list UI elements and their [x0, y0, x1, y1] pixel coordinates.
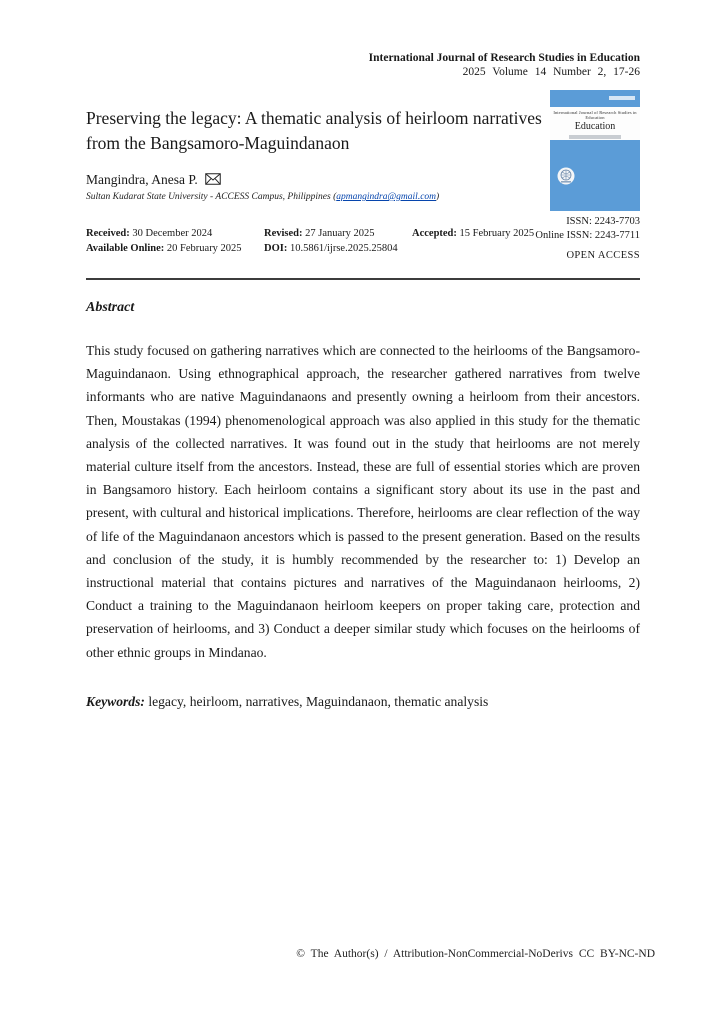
meta-received: Received: 30 December 2024 [86, 228, 213, 239]
cover-main-band [550, 140, 640, 211]
open-access-label: OPEN ACCESS [566, 250, 640, 261]
meta-column-1 [86, 227, 242, 256]
meta-revised: Revised: 27 January 2025 [264, 228, 375, 239]
cover-journal-name: International Journal of Research Studies in Education [553, 110, 637, 120]
cover-top-band [550, 90, 640, 107]
journal-cover-thumbnail [550, 90, 640, 211]
meta-column-2 [264, 227, 398, 256]
license-footer: © The Author(s) / Attribution-NonCommercial-NoDerivs CC BY-NC-ND [296, 948, 655, 960]
header-divider-rule [86, 278, 640, 280]
abstract-body: This study focused on gathering narratives which are connected to the heirlooms of the Bangsamoro-Maguindanaon. Using ethnographical approach, the researcher gathered narratives from twelve informants who are native Maguindanaons and presently owning a heirloom from their ancestors. Then, Moustakas (1994) phenomenological approach was also applied in this study for the thematic analysis of the collected narratives. It was found out in the study that heirlooms are not merely material culture itself from the ancestors. Instead, these are full of essential stories which are proven in Bangsamoro history. Each heirloom contains a significant story about its use in the past and present, with cultural and historical implications. Therefore, heirlooms are clear reflection of the way of life of the Maguindanaon ancestors which is passed to the present generation. Based on the results and conclusion of the study, it is humbly recommended by the researcher to: 1) Develop an instructional material that contains pictures and narratives of the Maguindanaon heirlooms, 2) Conduct a training to the Maguindanaon heirloom keepers on proper taking care, protection and preservation of heirlooms, and 3) Conduct a deeper similar study which focuses on the heirlooms of other ethnic groups in Mindanao. [86, 343, 640, 660]
cover-issue-text [609, 96, 635, 100]
keywords-text: legacy, heirloom, narratives, Maguindanaon, thematic analysis [148, 694, 489, 709]
keywords-line [86, 694, 640, 710]
meta-accepted: Accepted: 15 February 2025 [412, 228, 535, 239]
issn-print: ISSN: 2243-7703 [566, 216, 640, 227]
article-title: Preserving the legacy: A thematic analysis of heirloom narratives from the Bangsamoro-Maguindanaon [86, 108, 542, 153]
meta-doi: DOI: 10.5861/ijrse.2025.25804 [264, 242, 398, 254]
author-affiliation [86, 192, 439, 202]
cover-education-word: Education [574, 121, 616, 132]
cover-title-strip [550, 107, 640, 140]
abstract-heading: Abstract [86, 300, 135, 315]
journal-logo-icon [557, 167, 575, 185]
issn-online: Online ISSN: 2243-7711 [535, 230, 640, 241]
keywords-label: Keywords: [86, 694, 145, 709]
cover-subtitle-line [569, 135, 621, 139]
meta-column-3 [412, 227, 534, 242]
journal-header [369, 51, 640, 79]
meta-available-online: Available Online: 20 February 2025 [86, 242, 242, 254]
issn-block [535, 215, 640, 243]
author-name: Mangindra, Anesa P. [86, 172, 198, 187]
envelope-icon [205, 173, 221, 189]
affiliation-close-paren: ) [436, 192, 440, 202]
author-line [86, 172, 221, 189]
journal-issue-info: 2025 Volume 14 Number 2, 17-26 [462, 66, 640, 78]
affiliation-text: Sultan Kudarat State University - ACCESS Campus, Philippines ( [86, 192, 337, 202]
journal-name: International Journal of Research Studies in Education [368, 52, 640, 64]
author-email-link[interactable]: apmangindra@gmail.com [336, 192, 437, 202]
